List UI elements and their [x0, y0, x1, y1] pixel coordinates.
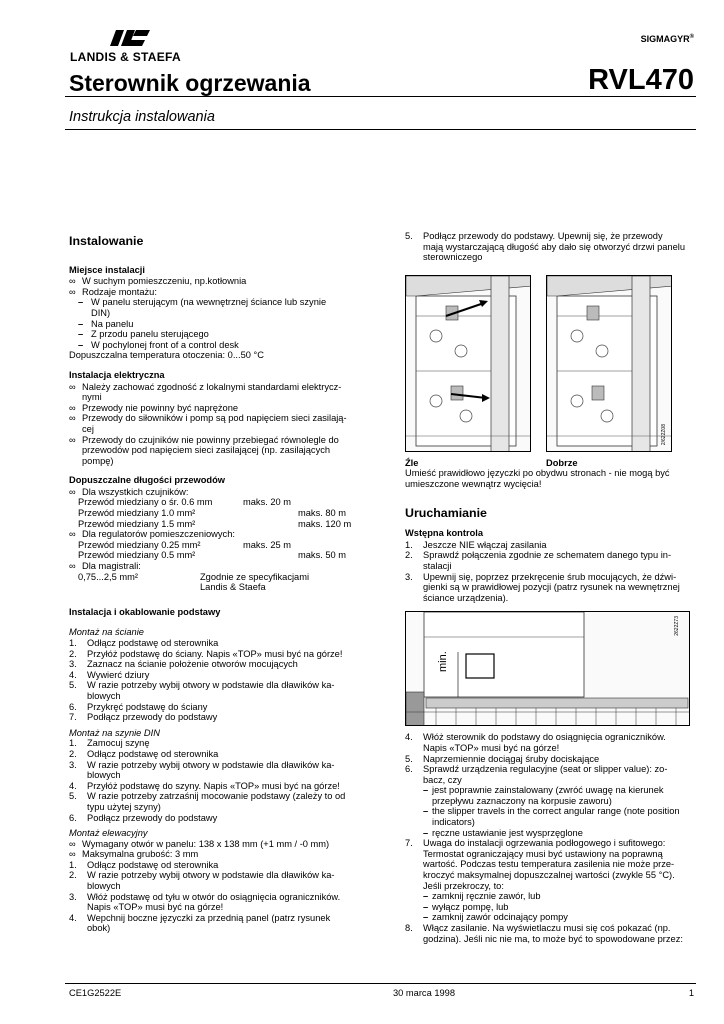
wall-step-item: 3. Zaznacz na ścianie położenie otworów mocujących: [69, 659, 298, 670]
electrical-item: ∞ Przewody do czujników nie powinny przebiegać równolegle do: [69, 435, 374, 446]
flush-step-item: Napis «TOP» musi być na górze!: [87, 902, 224, 913]
place-list: [69, 276, 374, 361]
room-cable-row: Przewód miedziany 0.5 mm² maks. 50 m: [78, 550, 347, 561]
electrical-item: ∞ Przewody nie powinny być naprężone: [69, 403, 374, 414]
wrong-mounting-illustration: [406, 276, 531, 452]
figure-correct: [546, 275, 672, 452]
commissioning-step: godzina). Jeśli nic nie ma, to może być to spowodowane przez:: [423, 933, 683, 944]
commissioning-step: 4. Włóż sterownik do podstawy do osiągnięcia ograniczników.: [405, 732, 666, 743]
commissioning-step: bacz, czy: [423, 774, 462, 785]
room-list: [69, 540, 374, 561]
commissioning-step: kroczyć maksymalnej dopuszczalnej wartości (zwykle 55 °C).: [423, 870, 675, 881]
commissioning-step: 8. Włącz zasilanie. Na wyświetlaczu musi się coś pokazać (np.: [405, 923, 671, 933]
header-rule: [65, 96, 696, 97]
commissioning-step: – zamknij zawór odcinający pompy: [405, 912, 695, 923]
place-title: Miejsce instalacji: [69, 264, 145, 275]
commissioning-step: – the slipper travels in the correct angular range (note position: [405, 806, 695, 817]
commissioning-step: Jeśli przekroczy, to:: [423, 880, 504, 891]
electrical-item: cej: [82, 423, 94, 434]
company-name: LANDIS & STAEFA: [70, 50, 181, 64]
right-column: [405, 231, 695, 944]
caption-wrong: Źle: [405, 457, 419, 468]
document-subtitle: Instrukcja instalowania: [69, 109, 215, 125]
wall-mount-title: Montaż na ścianie: [69, 627, 144, 638]
din-step-item: 4. Przyłóż podstawę do szyny. Napis «TOP» musi być na górze!: [69, 780, 340, 791]
bus-row: [69, 572, 374, 583]
step5-item: 5. Podłącz przewody do podstawy. Upewnij się, że przewody: [405, 231, 663, 241]
din-mount-title: Montaż na szynie DIN: [69, 727, 160, 738]
precheck-step-item: stalacji: [423, 560, 452, 571]
wall-step-item: 5. W razie potrzeby wybij otwory w podstawie dla dławików ka-: [69, 680, 335, 691]
wall-mount-steps: [69, 638, 374, 723]
electrical-list: [69, 382, 374, 467]
brand-name: SIGMAGYR®: [640, 34, 694, 44]
electrical-item: nymi: [82, 392, 102, 403]
din-step-item: blowych: [87, 770, 121, 781]
sensor-cable-row: Przewód miedziany 1.5 mm² maks. 120 m: [78, 518, 352, 529]
company-logo: [70, 28, 220, 68]
figure-wrong: [405, 275, 531, 452]
correct-mounting-illustration: [547, 276, 672, 452]
wall-step-item: blowych: [87, 690, 121, 701]
electrical-title: Instalacja elektryczna: [69, 369, 165, 380]
mounting-figures: [405, 275, 695, 452]
footer-doc-code: CE1G2522E: [69, 988, 122, 998]
commissioning-step: – jest poprawnie zainstalowany (zwróć uwagę na kierunek: [405, 785, 695, 796]
figure-note-line-1: Umieść prawidłowo języczki po obydwu stronach - nie mogą być: [405, 468, 670, 479]
bus-label: ∞ Dla magistrali:: [69, 561, 374, 572]
din-step-item: 5. W razie potrzeby zatrzaśnij mocowanie podstawy (zależy to od: [69, 791, 346, 802]
figure-note: [405, 468, 695, 489]
model-number: RVL470: [588, 64, 694, 96]
lengths-block: [69, 487, 374, 593]
din-step-item: 6. Podłącz przewody do podstawy: [69, 812, 218, 823]
place-item: – Na panelu: [69, 319, 374, 330]
place-item: ∞ Rodzaje montażu:: [69, 287, 374, 298]
flush-step-item: 3. Włóż podstawę od tyłu w otwór do osiągnięcia ograniczników.: [69, 891, 341, 902]
figure-code: 2/622Z08: [661, 423, 668, 445]
flush-step-item: ∞ Maksymalna grubość: 3 mm: [69, 849, 374, 860]
section-installation-title: Instalowanie: [69, 234, 144, 248]
electrical-item: pompę): [82, 455, 114, 466]
caption-correct: Dobrze: [546, 457, 578, 468]
commissioning-step: przepływu zaznaczony na korpusie zaworu): [432, 795, 612, 806]
bus-row-2: [69, 582, 374, 593]
commissioning-step: 5. Naprzemiennie dociągaj śruby dociskające: [405, 753, 600, 764]
subtitle-rule: [65, 129, 696, 130]
precheck-step-item: 2. Sprawdź połączenia zgodnie ze schematem danego typu in-: [405, 550, 672, 561]
flush-step-item: 4. Wepchnij boczne języczki za przednią panel (patrz rysunek: [69, 912, 331, 923]
lengths-title: Dopuszczalne długości przewodów: [69, 475, 225, 486]
precheck-step-item: ściance urządzenia).: [423, 592, 509, 603]
room-cable-row: Przewód miedziany 0.25 mm² maks. 25 m: [78, 539, 292, 550]
precheck-steps: [405, 540, 695, 604]
step5-item: mają wystarczającą długość aby dało się otworzyć drzwi panelu: [423, 241, 685, 252]
din-mount-steps: [69, 738, 374, 823]
din-step-item: 3. W razie potrzeby wybij otwory w podstawie dla dławików ka-: [69, 759, 335, 770]
din-step-item: 2. Odłącz podstawę od sterownika: [69, 748, 219, 759]
flush-step-item: 2. W razie potrzeby wybij otwory w podstawie dla dławików ka-: [69, 870, 335, 881]
bus-spec-2: Landis & Staefa: [200, 582, 266, 593]
precheck-step-item: 1. Jeszcze NIE włączaj zasilania: [405, 539, 547, 550]
bus-spec-1: Zgodnie ze specyfikacjami: [200, 571, 310, 582]
figure-note-line-2: umieszczone wewnątrz wycięcia!: [405, 478, 542, 489]
wall-step-item: 4. Wywierć dziury: [69, 669, 150, 680]
figure-captions: [405, 458, 695, 469]
commissioning-step: indicators): [432, 817, 475, 828]
base-title: Instalacja i okablowanie podstawy: [69, 606, 221, 617]
commissioning-step: – ręczne ustawianie jest wysprzęglone: [405, 828, 695, 839]
commissioning-step: wartość. Podczas testu temperatura zasilenia nie może prze-: [423, 859, 675, 870]
document-title: Sterownik ogrzewania: [69, 70, 311, 96]
step5-list: [405, 231, 695, 263]
commissioning-step: Napis «TOP» musi być na górze!: [423, 742, 560, 753]
precheck-title: Wstępna kontrola: [405, 528, 483, 539]
place-item: – Z przodu panelu sterującego: [69, 329, 374, 340]
place-item: Dopuszczalna temperatura otoczenia: 0...50 °C: [69, 350, 264, 361]
place-item: DIN): [91, 307, 111, 318]
din-step-item: 1. Zamocuj szynę: [69, 738, 150, 749]
flush-step-item: ∞ Wymagany otwór w panelu: 138 x 138 mm (+1 mm / -0 mm): [69, 839, 374, 850]
commissioning-step: 7. Uwaga do instalacji ogrzewania podłogowego i sufitowego:: [405, 838, 666, 849]
flush-step-item: 1. Odłącz podstawę od sterownika: [69, 859, 219, 870]
wall-step-item: 7. Podłącz przewody do podstawy: [69, 712, 218, 723]
sensors-label: ∞ Dla wszystkich czujników:: [69, 487, 374, 498]
sensors-list: [69, 497, 374, 529]
flush-step-item: obok): [87, 923, 111, 934]
precheck-step-item: gienki są w prawidłowej pozycji (patrz rysunek na wewnętrznej: [423, 582, 680, 593]
place-item: – W panelu sterującym (na wewnętrznej ściance lub szynie: [69, 297, 374, 308]
place-item: – W pochylonej front of a control desk: [69, 340, 374, 351]
commissioning-step: – zamknij ręcznie zawór, lub: [405, 891, 695, 902]
din-step-item: typu użytej szyny): [87, 801, 161, 812]
place-item: ∞ W suchym pomieszczeniu, np.kotłownia: [69, 276, 374, 287]
footer-date: 30 marca 1998: [393, 988, 456, 998]
footer-rule: [65, 983, 696, 984]
commissioning-step: – wyłącz pompę, lub: [405, 902, 695, 913]
wall-step-item: 6. Przykręć podstawę do ściany: [69, 701, 208, 712]
room-label: ∞ Dla regulatorów pomieszczeniowych:: [69, 529, 374, 540]
min-label: min.: [437, 651, 449, 673]
flush-step-item: blowych: [87, 881, 121, 892]
wall-step-item: 1. Odłącz podstawę od sterownika: [69, 638, 219, 648]
commissioning-steps: [405, 732, 695, 944]
commissioning-step: Termostat ograniczający musi być ustawiony na poprawną: [423, 848, 663, 859]
commissioning-step: 6. Sprawdź urządzenia regulacyjne (seat or slipper value): zo-: [405, 764, 668, 775]
precheck-step-item: 3. Upewnij się, poprzez przekręcenie śrub mocujących, że dźwi-: [405, 571, 677, 582]
electrical-item: ∞ Należy zachować zgodność z lokalnymi standardami elektrycz-: [69, 382, 374, 393]
section-commissioning-title: Uruchamianie: [405, 505, 487, 520]
step5-item: sterowniczego: [423, 252, 483, 263]
wall-step-item: 2. Przyłóż podstawę do ściany. Napis «TOP» musi być na górze!: [69, 648, 343, 659]
sensor-cable-row: Przewód miedziany 1.0 mm² maks. 80 m: [78, 508, 347, 519]
electrical-item: przewodów pod napięciem sieci zasilającej (np. zasilających: [82, 445, 331, 456]
bus-cable: 0,75...2,5 mm²: [78, 571, 138, 582]
flush-mount-steps: [69, 839, 374, 934]
footer-page-number: 1: [688, 988, 694, 998]
figure2-code: 2622Z73: [674, 616, 681, 637]
figure-lever-position: [405, 611, 690, 726]
left-column: [69, 236, 374, 934]
electrical-item: ∞ Przewody do siłowników i pomp są pod napięciem sieci zasilają-: [69, 413, 374, 424]
sensor-cable-row: Przewód miedziany o śr. 0.6 mm maks. 20 m: [78, 497, 292, 508]
landis-staefa-logo-icon: [110, 28, 150, 48]
flush-mount-title: Montaż elewacyjny: [69, 828, 148, 839]
